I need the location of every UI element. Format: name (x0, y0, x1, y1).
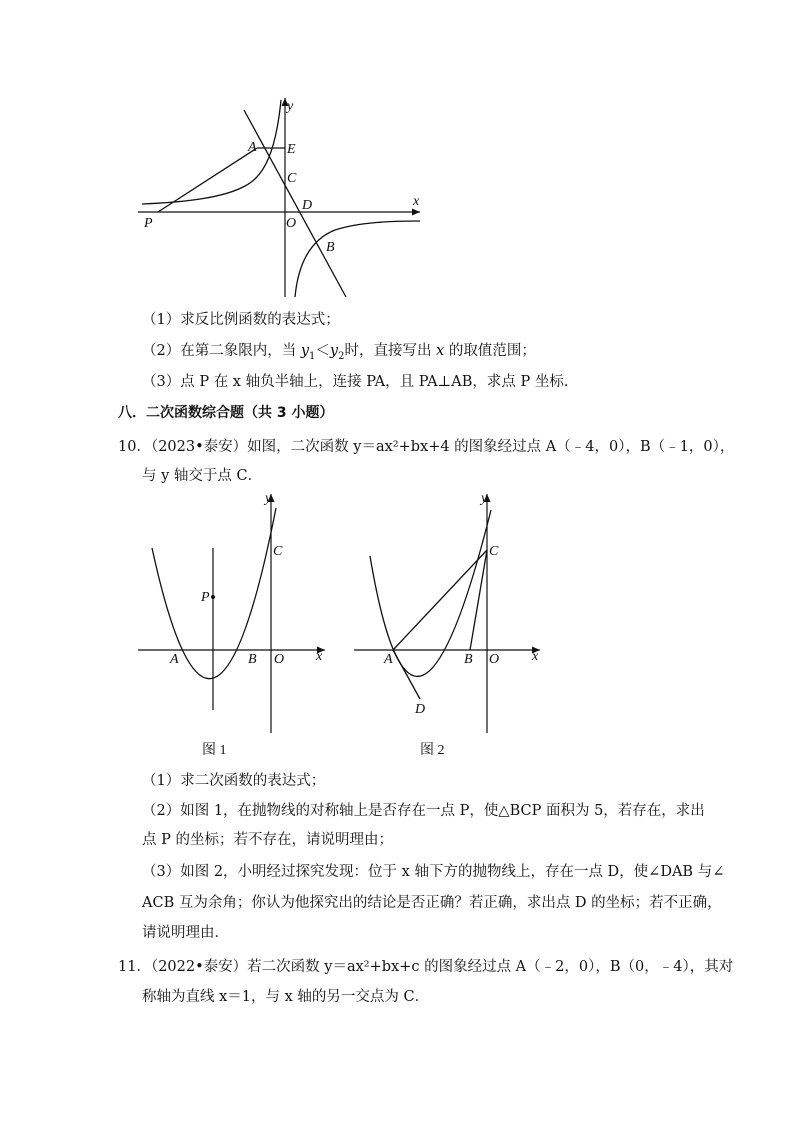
line-ab (244, 110, 346, 297)
q10-part3-line2: ACB 互为余角；你认为他探究出的结论是否正确？若正确，求出点 D 的坐标；若不正确， (142, 895, 722, 911)
x-axis-arrow (412, 209, 420, 216)
hyperbola-branch-right (295, 221, 420, 297)
fig1-label-p: P (201, 590, 210, 605)
q9-part3: （3）点 P 在 x 轴负半轴上，连接 PA，且 PA⊥AB，求点 P 坐标． (142, 374, 579, 390)
fig1-caption: 图 1 (202, 743, 227, 758)
fig2-label-o: O (489, 652, 500, 667)
fig2-segment-ad (393, 650, 420, 699)
q10-part3-line3: 请说明理由． (142, 925, 229, 941)
fig2-label-y: y (481, 491, 488, 506)
label-o: O (286, 216, 297, 231)
label-p: P (144, 216, 153, 231)
fig2-label-x: x (532, 649, 539, 664)
label-y: y (287, 99, 294, 114)
q10-part3-line1: （3）如图 2，小明经过探究发现：位于 x 轴下方的抛物线上，存在一点 D，使∠DAB 与∠ (142, 864, 725, 880)
q9-part2 (142, 341, 536, 367)
q10-part2-line2: 点 P 的坐标；若不存在，请说明理由； (142, 832, 393, 848)
hyperbola-branch-left (142, 100, 281, 204)
q10-stem-line2: 与 y 轴交于点 C． (142, 468, 263, 484)
figure-1-parabola (130, 488, 335, 766)
q9-part2-y2: y (329, 343, 339, 359)
q10-stem-line1: 10．（2023•泰安）如图，二次函数 y＝ax²+bx+4 的图象经过点 A（﹣4，0），B（﹣1，0）， (118, 439, 735, 455)
fig1-label-x: x (316, 649, 323, 664)
label-b: B (326, 240, 335, 255)
q9-part1: （1）求反比例函数的表达式； (142, 312, 340, 328)
q9-part2-lt: ＜ (315, 343, 330, 359)
label-d: D (302, 198, 313, 213)
fig1-label-o: O (274, 652, 285, 667)
fig1-label-a: A (170, 652, 179, 667)
q9-part2-sub2: 2 (338, 350, 345, 362)
q9-part2-text-b: 时，直接写出 (344, 343, 437, 359)
fig1-label-y: y (265, 491, 272, 506)
figure-2-parabola (348, 488, 553, 766)
fig1-label-b: B (248, 652, 257, 667)
q11-stem-line1: 11．（2022•泰安）若二次函数 y＝ax²+bx+c 的图象经过点 A（﹣2，0），B（0，﹣4），其对 (118, 959, 734, 975)
q9-part2-text-a: （2）在第二象限内，当 (142, 343, 301, 359)
section-heading: 八．二次函数综合题（共 3 小题） (118, 405, 334, 421)
fig2-label-d: D (415, 702, 426, 717)
q10-part1: （1）求二次函数的表达式； (142, 773, 326, 789)
q9-part2-text-c: 的取值范围； (444, 343, 536, 359)
q9-part2-y1: y (300, 343, 310, 359)
label-c: C (287, 171, 297, 186)
label-a: A (248, 140, 257, 155)
fig1-point-p (211, 595, 215, 599)
fig1-label-c: C (273, 544, 283, 559)
q10-part2-line1: （2）如图 1，在抛物线的对称轴上是否存在一点 P，使△BCP 面积为 5，若存在，求出 (142, 803, 705, 819)
q9-part2-x: x (436, 343, 445, 359)
q11-stem-line2: 称轴为直线 x＝1，与 x 轴的另一交点为 C． (142, 989, 430, 1005)
fig2-label-b: B (464, 652, 473, 667)
q9-part2-sub1: 1 (309, 350, 316, 362)
fig2-label-c: C (489, 544, 499, 559)
figure-inverse-function (130, 90, 430, 305)
fig2-label-a: A (384, 652, 393, 667)
fig2-caption: 图 2 (420, 743, 445, 758)
label-x: x (413, 194, 420, 209)
segment-pa (158, 148, 257, 212)
label-e: E (287, 142, 296, 157)
